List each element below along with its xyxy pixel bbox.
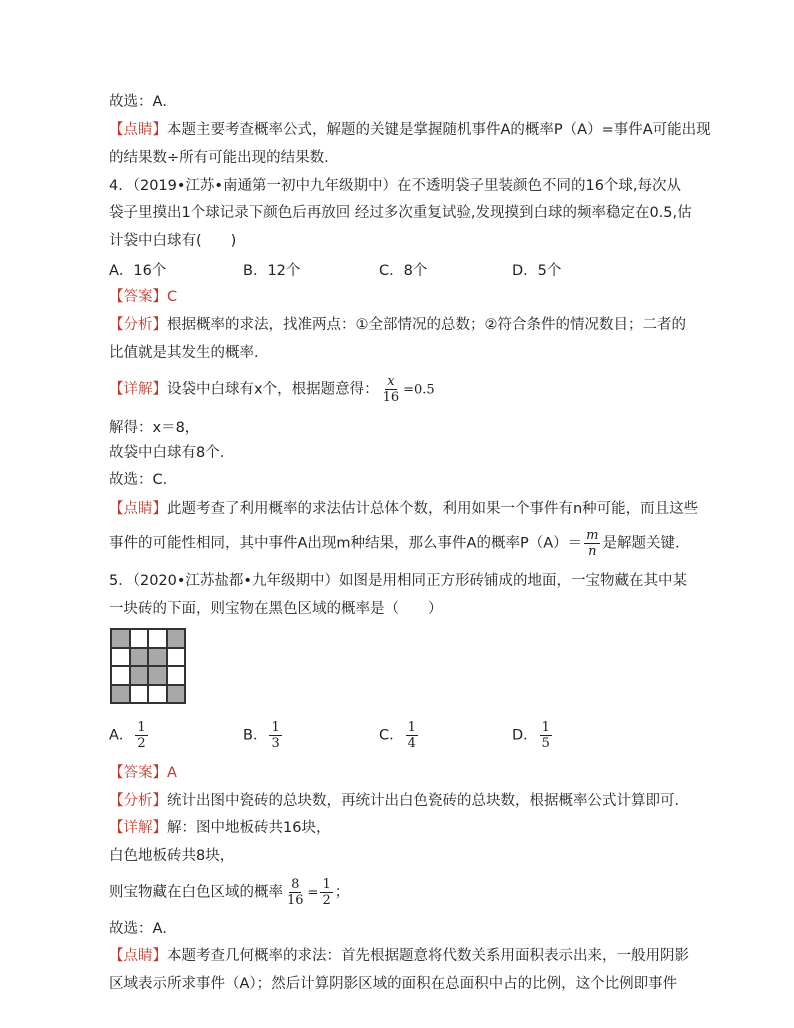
fraction-numerator: m <box>586 528 599 543</box>
option-fraction <box>406 720 418 751</box>
q5-white-count: 白色地板砖共8块， <box>109 848 235 864</box>
fraction-numerator: x <box>387 374 395 389</box>
q5-answer <box>109 763 177 783</box>
q4-analysis-line-1 <box>109 315 686 335</box>
q5-analysis <box>109 791 689 811</box>
detail-tag: 【详解】 <box>109 381 167 398</box>
analysis-text: 统计出图中瓷砖的总块数，再统计出白色瓷砖的总块数，根据概率公式计算即可． <box>167 793 689 809</box>
option-label: B． <box>243 727 268 744</box>
detail-tag: 【详解】 <box>109 820 167 836</box>
tile-gray <box>111 629 130 648</box>
q4-option-d: D．5个 <box>512 263 562 279</box>
q4-choice: 故选：C． <box>109 472 178 488</box>
answer-tag: 【答案】 <box>109 765 167 781</box>
tile-gray <box>148 648 167 667</box>
fraction-denominator: 2 <box>137 736 146 751</box>
q5-option-a <box>109 720 150 751</box>
fraction-denominator: 4 <box>407 736 416 751</box>
tile-gray <box>167 629 186 648</box>
fraction-numerator: 1 <box>271 720 280 735</box>
tile-white <box>167 666 186 685</box>
q4-note-line-1 <box>109 499 698 519</box>
q5-option-b <box>243 720 284 751</box>
tile-white <box>148 685 167 704</box>
note-fraction <box>584 528 600 559</box>
q4-note-line-2 <box>109 528 689 559</box>
option-fraction <box>540 720 552 751</box>
tile-gray <box>148 666 167 685</box>
q4-question-line-3: 计袋中白球有( ) <box>109 233 237 249</box>
q5-note-line-1 <box>109 946 689 966</box>
note-text: 本题主要考查概率公式，解题的关键是掌握随机事件A的概率P（A）=事件A可能出现 <box>167 122 711 138</box>
q4-fraction <box>381 374 402 405</box>
fraction-equals: =0.5 <box>403 382 435 398</box>
q5-option-c <box>379 720 420 751</box>
probability-end: ； <box>334 884 350 901</box>
q5-question-line-2: 一块砖的下面，则宝物在黑色区域的概率是（ ） <box>109 601 443 617</box>
fraction-denominator: 16 <box>287 893 304 908</box>
detail-text: 解：图中地板砖共16块， <box>167 820 331 836</box>
fraction-denominator: 5 <box>541 736 550 751</box>
fraction-denominator: 2 <box>322 893 331 908</box>
fraction-denominator: n <box>588 544 597 559</box>
tile-white <box>130 629 149 648</box>
q4-answer <box>109 287 177 307</box>
fraction-numerator: 8 <box>291 877 300 892</box>
tile-white <box>148 629 167 648</box>
fraction-numerator: 1 <box>541 720 550 735</box>
analysis-tag: 【分析】 <box>109 793 167 809</box>
option-label: D． <box>512 727 538 744</box>
fraction-denominator: 16 <box>382 390 400 405</box>
q4-option-c: C．8个 <box>379 263 428 279</box>
answer-tag: 【答案】 <box>109 289 167 305</box>
tile-white <box>111 648 130 667</box>
tile-grid <box>110 628 186 704</box>
equals-sign: = <box>307 885 319 901</box>
fraction-numerator: 1 <box>137 720 146 735</box>
q4-detail <box>109 374 435 405</box>
answer-value: A <box>167 765 177 781</box>
analysis-tag: 【分析】 <box>109 317 167 333</box>
note-tag: 【点睛】 <box>109 948 167 964</box>
q5-option-d <box>512 720 554 751</box>
note-text-end: 是解题关键． <box>602 535 690 552</box>
tile-gray <box>111 685 130 704</box>
probability-text: 则宝物藏在白色区域的概率 <box>109 884 283 901</box>
answer-value: C <box>167 289 178 305</box>
tile-gray <box>130 648 149 667</box>
note-text: 此题考查了利用概率的求法估计总体个数，利用如果一个事件有n种可能，而且这些 <box>167 501 699 517</box>
q3-note-line-2: 的结果数÷所有可能出现的结果数． <box>109 150 339 166</box>
q4-solve: 解得：x＝8， <box>109 420 200 436</box>
q4-analysis-line-2: 比值就是其发生的概率． <box>109 345 269 361</box>
probability-fraction-2 <box>320 877 332 908</box>
q3-choice: 故选：A． <box>109 94 177 110</box>
note-tag: 【点睛】 <box>109 501 167 517</box>
tile-white <box>130 685 149 704</box>
fraction-denominator: 3 <box>271 736 280 751</box>
q4-result: 故袋中白球有8个． <box>109 445 235 461</box>
q4-question-line-1: 4．（2019•江苏•南通第一初中九年级期中）在不透明袋子里装颜色不同的16个球,每次从 <box>109 178 682 194</box>
option-fraction <box>135 720 147 751</box>
q3-note-line-1 <box>109 120 711 140</box>
analysis-text: 根据概率的求法，找准两点：①全部情况的总数；②符合条件的情况数目；二者的 <box>167 317 686 333</box>
option-fraction <box>269 720 281 751</box>
q4-option-b: B．12个 <box>243 263 301 279</box>
tile-white <box>111 666 130 685</box>
fraction-numerator: 1 <box>407 720 416 735</box>
probability-fraction-1 <box>285 877 306 908</box>
tile-gray <box>167 685 186 704</box>
q4-option-a: A．16个 <box>109 263 167 279</box>
note-text: 事件的可能性相同，其中事件A出现m种结果，那么事件A的概率P（A）＝ <box>109 535 583 552</box>
note-text: 本题考查几何概率的求法：首先根据题意将代数关系用面积表示出来，一般用阴影 <box>167 948 689 964</box>
q5-detail <box>109 818 330 838</box>
option-label: A． <box>109 727 134 744</box>
note-tag: 【点睛】 <box>109 122 167 138</box>
q4-question-line-2: 袋子里摸出1个球记录下颜色后再放回 经过多次重复试验,发现摸到白球的频率稳定在0.5,估 <box>109 205 692 221</box>
q5-choice: 故选：A． <box>109 921 177 937</box>
q5-probability <box>109 877 349 908</box>
tile-white <box>167 648 186 667</box>
tile-gray <box>130 666 149 685</box>
q5-question-line-1: 5．（2020•江苏盐都•九年级期中）如图是用相同正方形砖铺成的地面，一宝物藏在其中某 <box>109 573 687 589</box>
option-label: C． <box>379 727 404 744</box>
fraction-numerator: 1 <box>322 877 331 892</box>
q5-note-line-2: 区域表示所求事件（A）；然后计算阴影区域的面积在总面积中占的比例，这个比例即事件 <box>109 976 678 992</box>
detail-text: 设袋中白球有x个，根据题意得： <box>167 381 379 398</box>
